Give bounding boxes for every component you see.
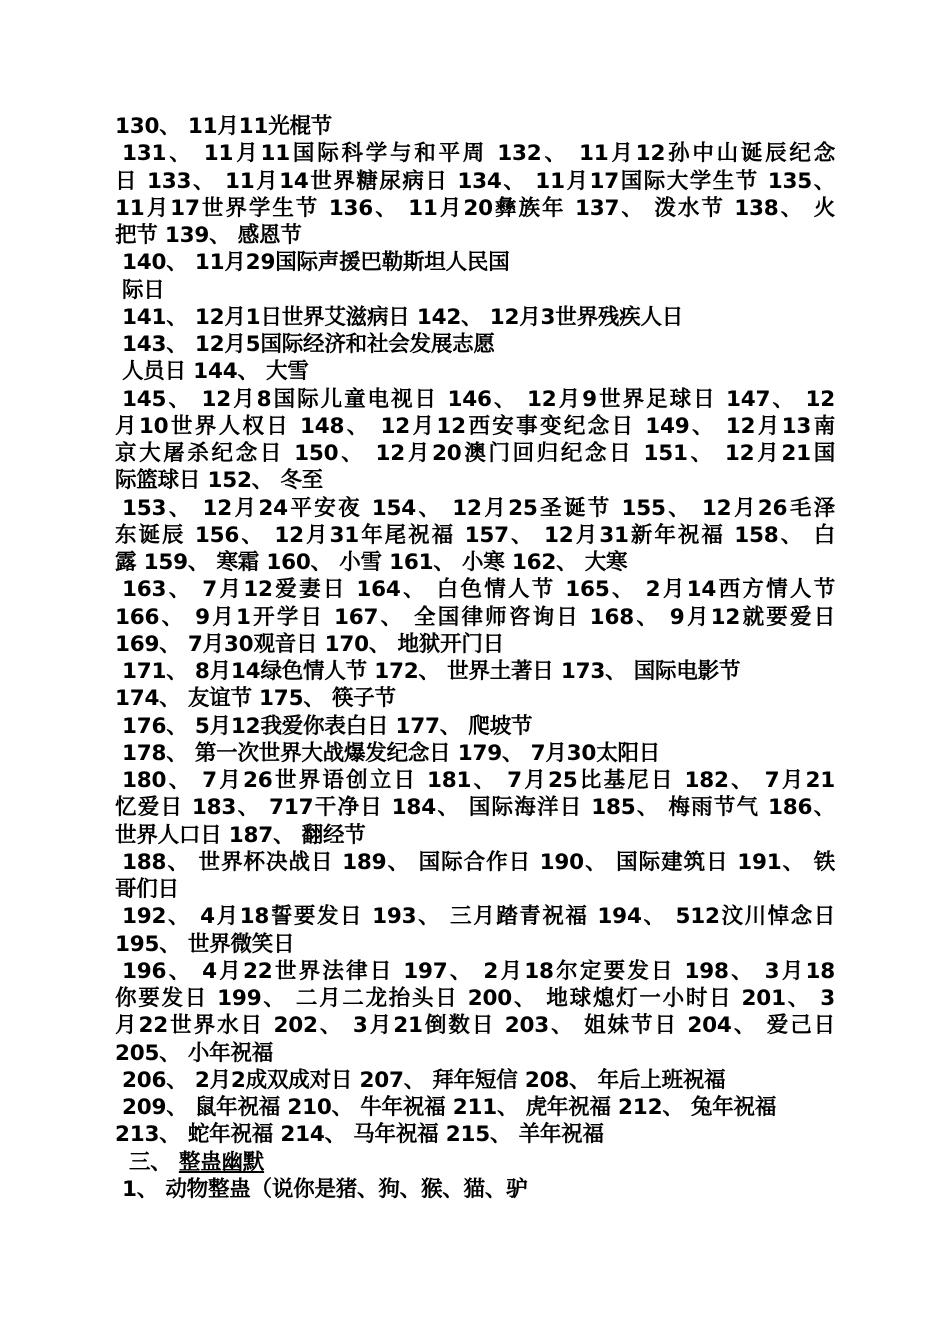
text-line: [115, 1149, 835, 1176]
text-line: 171、 8月14绿色情人节 172、 世界土著日 173、 国际电影节: [122, 659, 741, 684]
text-line: 世界人口日 187、 翻经节: [115, 822, 366, 848]
text-line: 209、 鼠年祝福 210、 牛年祝福 211、 虎年祝福 212、 兔年祝福: [122, 1095, 777, 1120]
text-line: 206、 2月2成双成对日 207、 拜年短信 208、 年后上班祝福: [122, 1067, 726, 1093]
text-line: 174、 友谊节 175、 筷子节: [115, 686, 396, 712]
document-body: [115, 113, 835, 1203]
text-line: 176、 5月12我爱你表白日 177、 爬坡节: [122, 713, 533, 739]
text-line: 日 133、 11月14世界糖尿病日 134、 11月17国际大学生节 135、: [115, 168, 835, 194]
section-number: 三、: [129, 1149, 179, 1175]
text-line: 140、 11月29国际声援巴勒斯坦人民国: [122, 250, 510, 276]
text-line: 196、 4月22世界法律日 197、 2月18尔定要发日 198、 3月18: [122, 958, 835, 984]
text-line: 188、 世界杯决战日 189、 国际合作日 190、 国际建筑日 191、 铁: [122, 849, 835, 875]
text-line: 178、 第一次世界大战爆发纪念日 179、 7月30太阳日: [122, 740, 661, 766]
text-line: 153、 12月24平安夜 154、 12月25圣诞节 155、 12月26毛泽: [122, 495, 835, 521]
text-line: 11月17世界学生节 136、 11月20彝族年 137、 泼水节 138、 火: [115, 195, 835, 221]
text-line: 141、 12月1日世界艾滋病日 142、 12月3世界残疾人日: [122, 304, 684, 330]
text-line: 忆爱日 183、 717干净日 184、 国际海洋日 185、 梅雨节气 186、: [115, 795, 835, 821]
text-line: 月22世界水日 202、 3月21倒数日 203、 姐妹节日 204、 爱己日: [115, 1013, 835, 1039]
text-line: 京大屠杀纪念日 150、 12月20澳门回归纪念日 151、 12月21国: [115, 441, 835, 466]
text-line: 东诞辰 156、 12月31年尾祝福 157、 12月31新年祝福 158、 白: [115, 522, 835, 548]
text-line: 180、 7月26世界语创立日 181、 7月25比基尼日 182、 7月21: [122, 768, 835, 793]
text-line: 195、 世界微笑日: [115, 931, 295, 957]
text-line: 露 159、 寒霜 160、 小雪 161、 小寒 162、 大寒: [115, 550, 628, 575]
text-line: 你要发日 199、 二月二龙抬头日 200、 地球熄灯一小时日 201、 3: [115, 986, 835, 1011]
text-line: 际日: [122, 277, 165, 303]
text-line: 166、 9月1开学日 167、 全国律师咨询日 168、 9月12就要爱日: [115, 604, 835, 630]
text-line: 际篮球日 152、 冬至: [115, 468, 323, 494]
text-line: 130、 11月11光棍节: [115, 114, 333, 139]
text-line: 145、 12月8国际儿童电视日 146、 12月9世界足球日 147、 12: [122, 386, 835, 412]
text-line: 143、 12月5国际经济和社会发展志愿: [122, 332, 495, 357]
text-line: 人员日 144、 大雪: [122, 359, 309, 385]
text-line: 哥们日: [115, 877, 179, 902]
text-line: 205、 小年祝福: [115, 1040, 274, 1066]
text-line: 131、 11月11国际科学与和平周 132、 11月12孙中山诞辰纪念: [122, 141, 835, 167]
text-line: 把节 139、 感恩节: [115, 223, 302, 248]
text-line: 192、 4月18誓要发日 193、 三月踏青祝福 194、 512汶川悼念日: [122, 904, 835, 930]
text-line: 月10世界人权日 148、 12月12西安事变纪念日 149、 12月13南: [115, 413, 835, 439]
text-line: 1、 动物整蛊（说你是猪、狗、猴、猫、驴: [122, 1176, 528, 1202]
text-line: 213、 蛇年祝福 214、 马年祝福 215、 羊年祝福: [115, 1122, 604, 1148]
text-line: 169、 7月30观音日 170、 地狱开门日: [115, 631, 504, 657]
text-line: 163、 7月12爱妻日 164、 白色情人节 165、 2月14西方情人节: [122, 577, 835, 603]
section-heading: 整蛊幽默: [178, 1149, 265, 1175]
